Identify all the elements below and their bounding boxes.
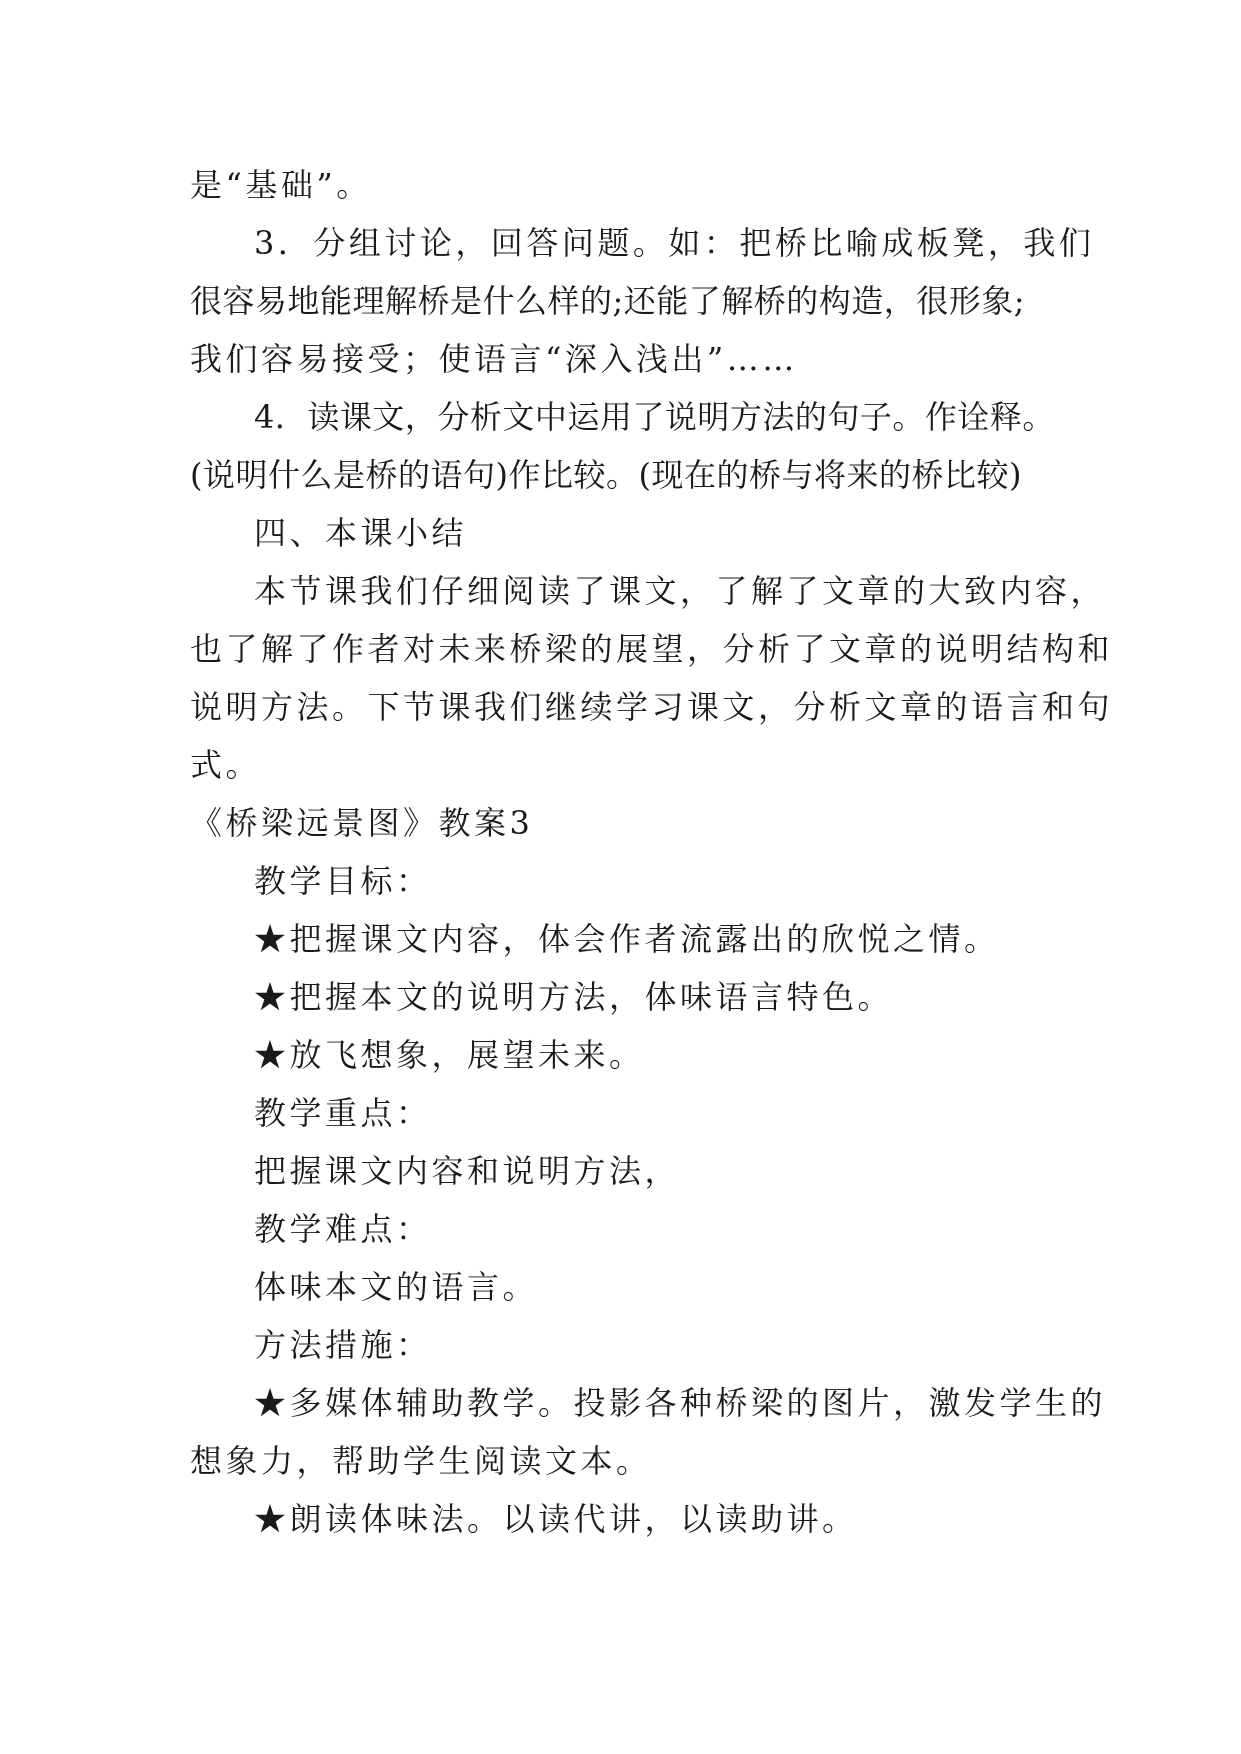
list-item: ★放飞想象，展望未来。 bbox=[254, 1036, 645, 1074]
list-item: ★朗读体味法。以读代讲，以读助讲。 bbox=[254, 1500, 858, 1538]
section-heading: 教学重点： bbox=[254, 1094, 432, 1132]
text-line: 想象力，帮助学生阅读文本。 bbox=[190, 1442, 652, 1480]
list-item: ★把握课文内容，体会作者流露出的欣悦之情。 bbox=[254, 920, 1000, 958]
section-heading: 教学难点： bbox=[254, 1210, 432, 1248]
text-line: 式。 bbox=[190, 746, 262, 784]
text-line: 3．分组讨论，回答问题。如：把桥比喻成板凳，我们 bbox=[254, 224, 1095, 262]
text-line: 是“基础”。 bbox=[190, 166, 372, 204]
text-line: 也了解了作者对未来桥梁的展望，分析了文章的说明结构和 bbox=[190, 630, 1114, 668]
section-heading: 四、本课小结 bbox=[254, 514, 468, 552]
text-line: 我们容易接受；使语言“深入浅出”…… bbox=[190, 340, 798, 378]
text-line: 把握课文内容和说明方法， bbox=[254, 1152, 681, 1190]
text-line: 体味本文的语言。 bbox=[254, 1268, 539, 1306]
text-line: (说明什么是桥的语句)作比较。(现在的桥与将来的桥比较) bbox=[190, 456, 1022, 494]
text-line: 很容易地能理解桥是什么样的;还能了解桥的构造，很形象; bbox=[190, 282, 1026, 320]
section-heading: 教学目标： bbox=[254, 862, 432, 900]
list-item: ★多媒体辅助教学。投影各种桥梁的图片，激发学生的 bbox=[254, 1384, 1107, 1422]
section-heading: 方法措施： bbox=[254, 1326, 432, 1364]
text-line: 说明方法。下节课我们继续学习课文，分析文章的语言和句 bbox=[190, 688, 1114, 726]
text-line: 本节课我们仔细阅读了课文，了解了文章的大致内容， bbox=[254, 572, 1107, 610]
document-title: 《桥梁远景图》教案3 bbox=[190, 804, 534, 842]
document-body bbox=[190, 156, 1114, 1548]
list-item: ★把握本文的说明方法，体味语言特色。 bbox=[254, 978, 894, 1016]
text-line: 4．读课文，分析文中运用了说明方法的句子。作诠释。 bbox=[254, 398, 1055, 436]
